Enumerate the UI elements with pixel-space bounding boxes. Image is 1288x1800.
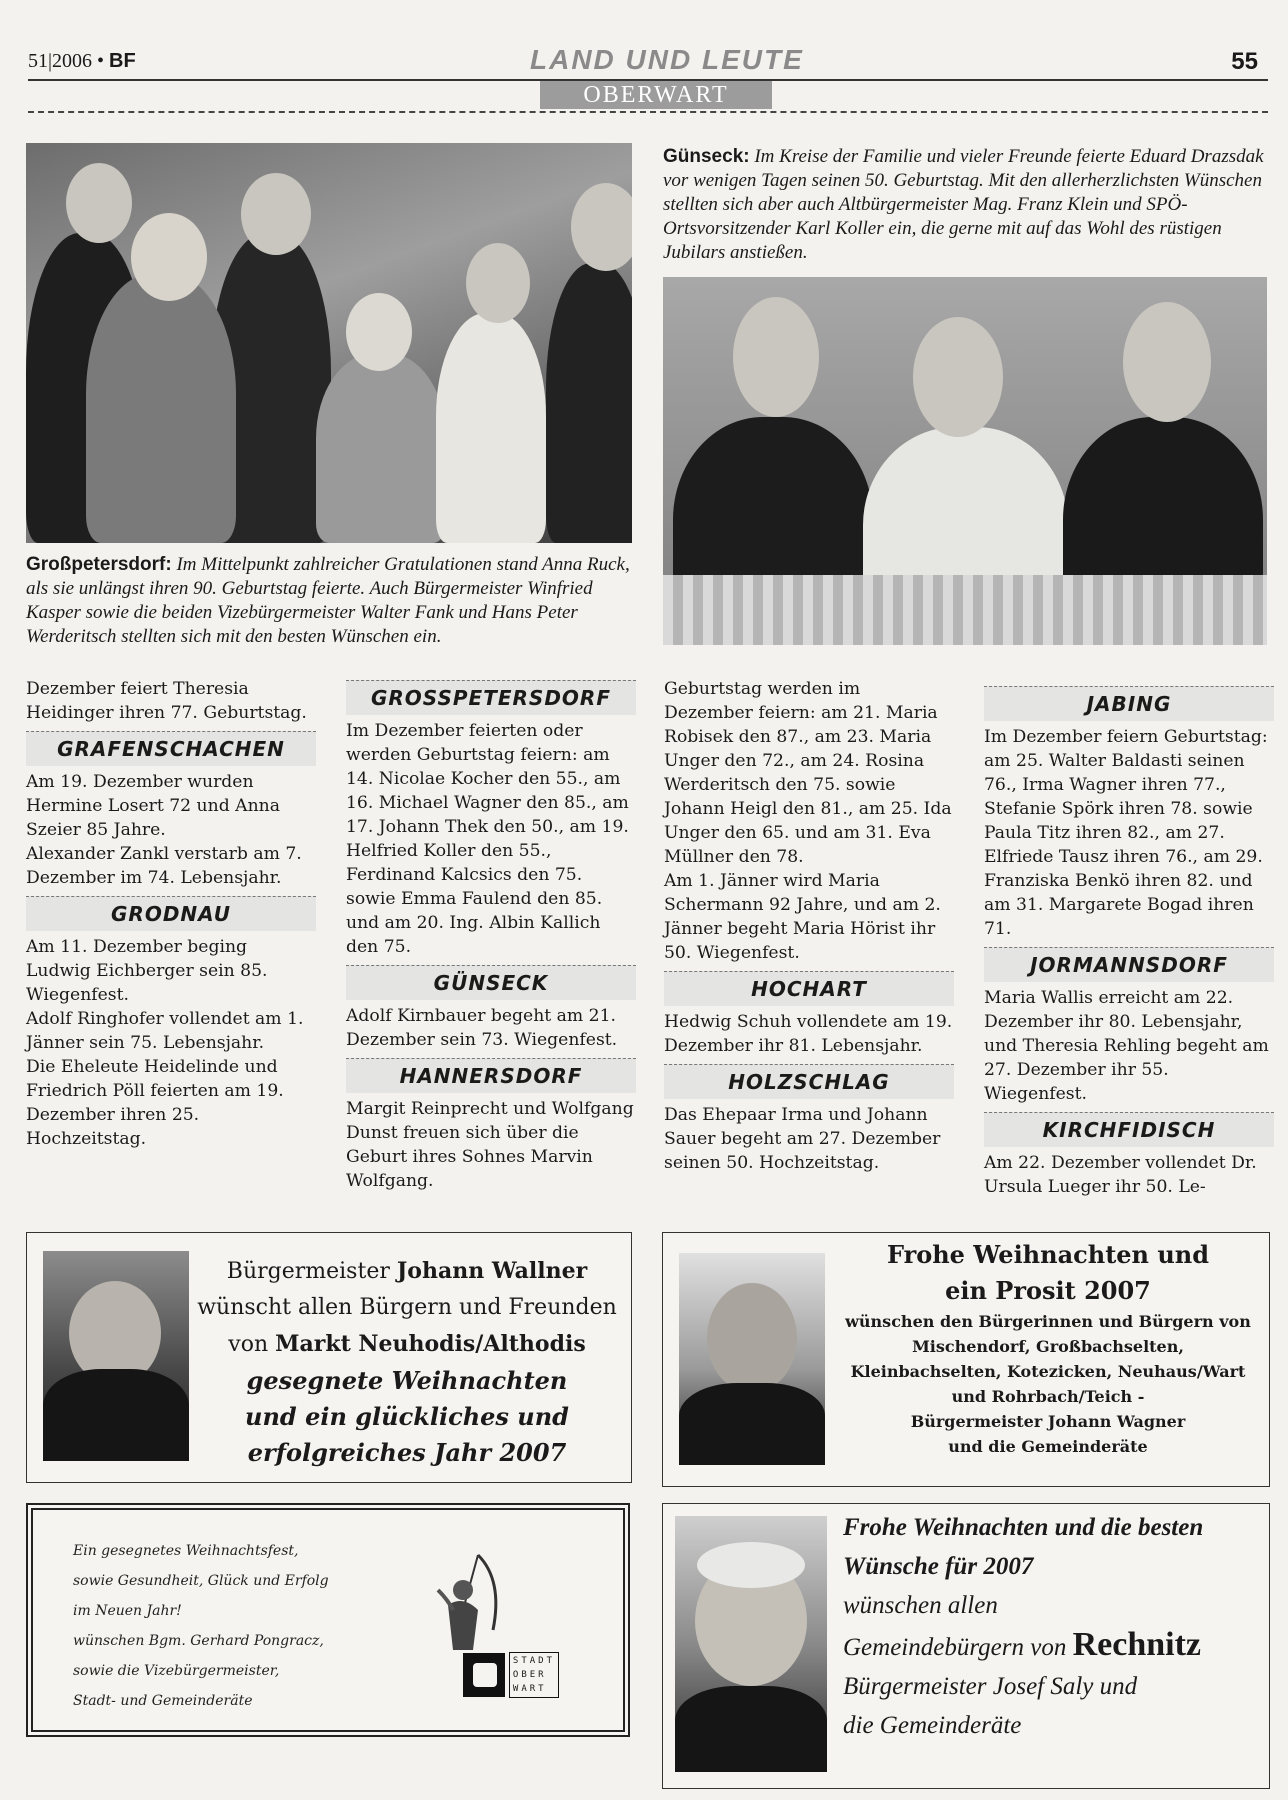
issue-line — [28, 50, 136, 73]
paragraph: Am 19. Dezember wurden Hermine Losert 72 und Anna Szeier 85 Jahre. — [26, 772, 280, 840]
header-dashed-rule — [28, 111, 1268, 113]
column-2 — [346, 680, 636, 1193]
photo-guenseck — [663, 277, 1267, 645]
ad-line: die Gemeinderäte — [843, 1712, 1022, 1739]
logo-text: STADT — [512, 1656, 555, 1666]
caption-place: Günseck: — [663, 146, 750, 167]
column-1 — [26, 677, 316, 1151]
paragraph: Die Eheleute Heidelinde und Friedrich Pöll feierten am 19. Dezember ihren 25. Hochzeitstag. — [26, 1057, 284, 1149]
caption-grosspetersdorf — [26, 553, 632, 649]
paragraph: Alexander Zankl verstarb am 7. Dezember im 74. Lebensjahr. — [26, 844, 302, 888]
ad-line: Mischendorf, Großbachselten, — [912, 1337, 1184, 1356]
ad-rechnitz-text — [843, 1508, 1263, 1745]
paragraph: Am 11. Dezember beging Ludwig Eichberger sein 85. Wiegenfest. — [26, 937, 268, 1005]
ad-line: Frohe Weihnachten und — [886, 1240, 1210, 1269]
caption-guenseck — [663, 145, 1267, 265]
heading-grosspetersdorf: GROSSPETERSDORF — [346, 680, 636, 715]
ad-line: und die Gemeinderäte — [948, 1437, 1148, 1456]
heading-hochart: HOCHART — [664, 971, 954, 1006]
caption-place: Großpetersdorf: — [26, 554, 172, 575]
portrait-wallner — [43, 1251, 189, 1461]
ad-name: Johann Wallner — [396, 1258, 588, 1284]
ad-line: gesegnete Weihnachten — [246, 1366, 568, 1395]
ad-wagner-text — [833, 1237, 1263, 1459]
logo-square-icon — [463, 1653, 505, 1697]
angel-harp-icon — [433, 1550, 513, 1660]
ad-line: wünschen allen — [843, 1592, 998, 1619]
heading-hannersdorf: HANNERSDORF — [346, 1058, 636, 1093]
heading-jormannsdorf: JORMANNSDORF — [984, 947, 1274, 982]
ad-line: und ein glückliches und — [245, 1402, 569, 1431]
paragraph: Hedwig Schuh vollendete am 19. Dezember ihr 81. Lebensjahr. — [664, 1012, 953, 1056]
ad-line: Gemeindebürgern von — [843, 1634, 1073, 1661]
ad-line: Frohe Weihnachten und die besten — [843, 1514, 1204, 1541]
ad-line: Stadt- und Gemeinderäte — [73, 1693, 253, 1709]
paragraph: Dezember feiert Theresia Heidinger ihren 77. Geburtstag. — [26, 679, 307, 723]
portrait-wagner — [679, 1253, 825, 1465]
ad-line: Bürgermeister Johann Wagner — [910, 1412, 1186, 1431]
paragraph: Am 22. Dezember vollendet Dr. Ursula Lueger ihr 50. Le- — [984, 1153, 1257, 1197]
ad-oberwart-text — [73, 1536, 453, 1716]
ad-wallner — [26, 1232, 632, 1483]
ad-line: Wünsche für 2007 — [843, 1553, 1034, 1580]
heading-grafenschachen: GRAFENSCHACHEN — [26, 731, 316, 766]
ad-oberwart — [26, 1503, 630, 1737]
ad-line: Bürgermeister — [226, 1259, 397, 1284]
logo-text: WART — [512, 1684, 547, 1694]
ad-line: Bürgermeister Josef Saly und — [843, 1673, 1138, 1700]
ad-line: wünschen den Bürgerinnen und Bürgern von — [845, 1312, 1251, 1331]
photo-grosspetersdorf — [26, 143, 632, 543]
ad-line: sowie Gesundheit, Glück und Erfolg — [73, 1573, 329, 1589]
caption-text: Im Mittelpunkt zahlreicher Gratulationen stand Anna Ruck, als sie unlängst ihren 90. Geburtstag feierte. Auch Bürgermeister Winfried Kasper sowie die beiden Vizebürgermeister Walter Fank und Hans Peter Werderitsch stellten sich mit den besten Wünschen ein. — [26, 554, 630, 647]
region-band: OBERWART — [540, 81, 772, 109]
paragraph: Am 1. Jänner wird Maria Schermann 92 Jahre, und am 2. Jänner begeht Maria Hörist ihr 50. Wiegenfest. — [664, 871, 941, 963]
ad-line: sowie die Vizebürgermeister, — [73, 1663, 280, 1679]
column-4 — [984, 686, 1274, 1199]
heading-holzschlag: HOLZSCHLAG — [664, 1064, 954, 1099]
brand: BF — [109, 50, 136, 72]
paragraph: Im Dezember feiern Geburtstag: am 25. Walter Baldasti seinen 76., Irma Wagner ihren 77., Stefanie Spörk ihren 78. sowie Paula Titz ihren 82., am 27. Elfriede Tausz ihren 76., am 29. Franziska Benkö ihren 82. und am 31. Margarete Bogad ihren 71. — [984, 727, 1268, 939]
ad-line: ein Prosit 2007 — [945, 1276, 1151, 1305]
heading-kirchfidisch: KIRCHFIDISCH — [984, 1112, 1274, 1147]
ad-line: Ein gesegnetes Weihnachtsfest, — [73, 1543, 299, 1559]
page-number: 55 — [1231, 48, 1258, 75]
paragraph: Das Ehepaar Irma und Johann Sauer begeht am 27. Dezember seinen 50. Hochzeitstag. — [664, 1105, 941, 1173]
ad-place: Markt Neuhodis/Althodis — [275, 1331, 586, 1357]
ad-line: von — [228, 1332, 276, 1357]
paragraph: Margit Reinprecht und Wolfgang Dunst freuen sich über die Geburt ihres Sohnes Marvin Wolfgang. — [346, 1099, 634, 1191]
portrait-saly — [675, 1516, 827, 1772]
ad-line: wünscht allen Bürgern und Freunden — [197, 1295, 617, 1320]
logo-text: OBER — [512, 1670, 547, 1680]
ad-wallner-text — [197, 1253, 617, 1471]
issue-number: 51|2006 • — [28, 50, 105, 72]
stadt-oberwart-logo — [463, 1650, 559, 1700]
ad-wagner — [662, 1232, 1270, 1487]
paragraph: Maria Wallis erreicht am 22. Dezember ihr 80. Lebensjahr, und Theresia Rehling begeht am 27. Dezember ihr 55. Wiegenfest. — [984, 988, 1269, 1104]
ad-line: Kleinbachselten, Kotezicken, Neuhaus/Wart — [850, 1362, 1246, 1381]
column-3 — [664, 677, 954, 1175]
ad-line: erfolgreiches Jahr 2007 — [247, 1438, 567, 1467]
ad-place: Rechnitz — [1072, 1626, 1201, 1663]
heading-grodnau: GRODNAU — [26, 896, 316, 931]
paragraph: Geburtstag werden im Dezember feiern: am 21. Maria Robisek den 87., am 23. Maria Unger den 72., am 24. Rosina Werderitsch den 75. sowie Johann Heigl den 81., am 25. Ida Unger den 65. und am 31. Eva Müllner den 78. — [664, 679, 952, 867]
caption-text: Im Kreise der Familie und vieler Freunde feierte Eduard Drazsdak vor wenigen Tagen seinen 50. Geburtstag. Mit den allerherzlichsten Wünschen stellten sich aber auch Altbürgermeister Mag. Franz Klein und SPÖ-Ortsvorsitzender Karl Koller ein, die gerne mit auf das Wohl des rüstigen Jubilars anstießen. — [663, 146, 1264, 263]
section-title: LAND UND LEUTE — [530, 44, 804, 75]
heading-guenseck: GÜNSECK — [346, 965, 636, 1000]
ad-line: im Neuen Jahr! — [73, 1603, 182, 1619]
paragraph: Adolf Kirnbauer begeht am 21. Dezember sein 73. Wiegenfest. — [346, 1006, 618, 1050]
ad-rechnitz — [662, 1503, 1270, 1789]
ad-line: und Rohrbach/Teich - — [951, 1387, 1145, 1406]
paragraph: Adolf Ringhofer vollendet am 1. Jänner sein 75. Lebensjahr. — [26, 1009, 304, 1053]
heading-jabing: JABING — [984, 686, 1274, 721]
ad-line: wünschen Bgm. Gerhard Pongracz, — [73, 1633, 324, 1649]
paragraph: Im Dezember feierten oder werden Geburtstag feiern: am 14. Nicolae Kocher den 55., am 16. Michael Wagner den 85., am 17. Johann Thek den 50., am 19. Helfried Koller den 55., Ferdinand Kalcsics den 75. sowie Emma Faulend den 85. und am 20. Ing. Albin Kallich den 75. — [346, 721, 629, 957]
